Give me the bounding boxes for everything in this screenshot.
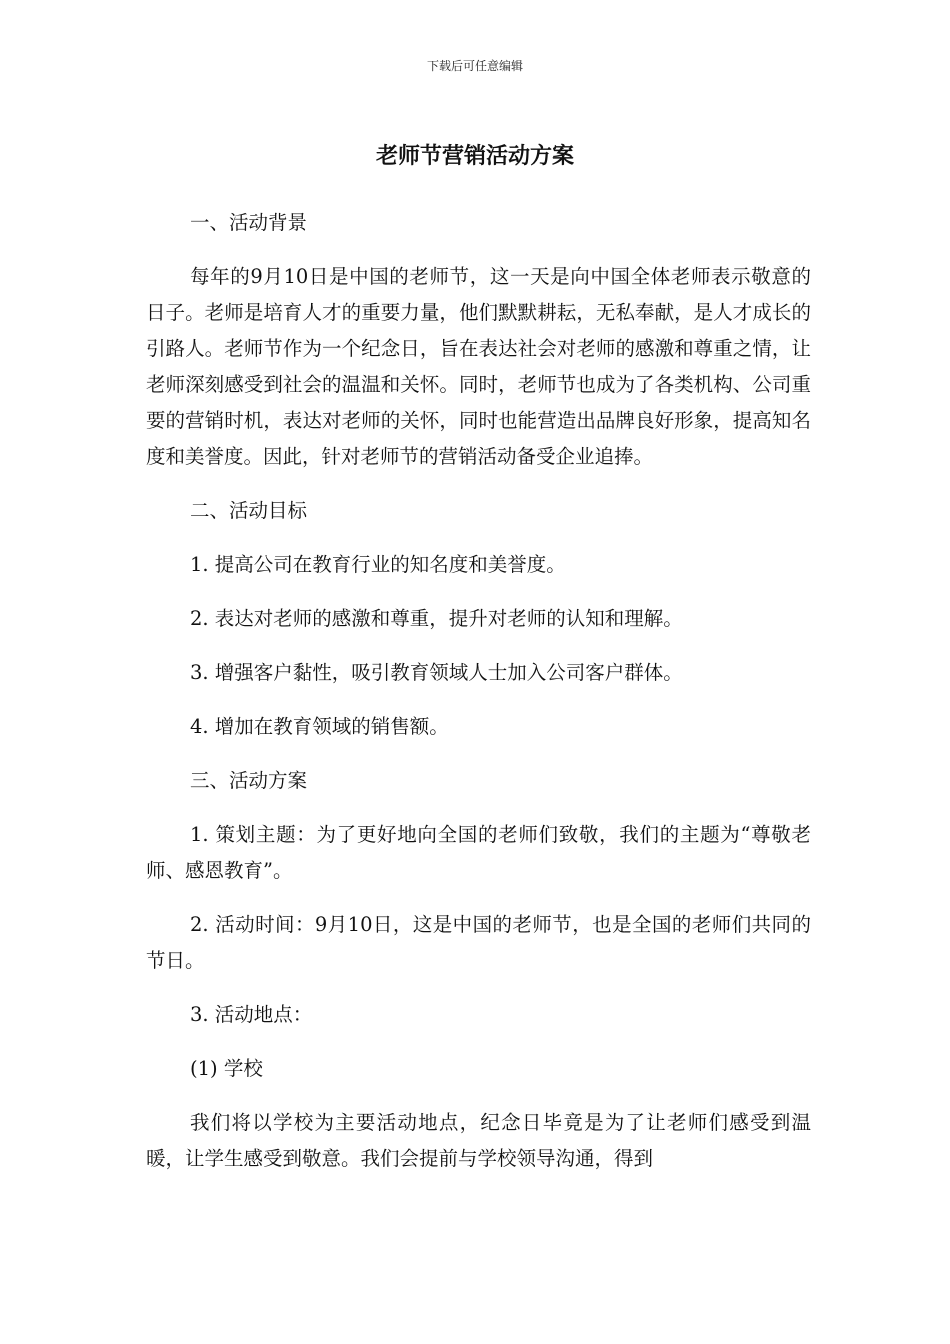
section-heading-plan: 三、活动方案 <box>190 769 308 792</box>
goal-item: 2. 表达对老师的感激和尊重，提升对老师的认知和理解。 <box>190 607 683 630</box>
plan-theme-paragraph: 1. 策划主题：为了更好地向全国的老师们致敬，我们的主题为“尊敬老师、感恩教育”。 <box>146 823 811 882</box>
section-heading-background: 一、活动背景 <box>190 211 308 234</box>
school-paragraph: 我们将以学校为主要活动地点，纪念日毕竟是为了让老师们感受到温暖，让学生感受到敬意。我们会提前与学校领导沟通，得到 <box>146 1111 811 1170</box>
document-title: 老师节营销活动方案 <box>375 144 574 169</box>
document-body <box>146 205 811 1195</box>
goal-item: 4. 增加在教育领域的销售额。 <box>190 715 449 738</box>
goal-item: 1. 提高公司在教育行业的知名度和美誉度。 <box>190 553 566 576</box>
plan-location-sub-school: (1) 学校 <box>190 1057 263 1080</box>
goal-item: 3. 增强客户黏性，吸引教育领域人士加入公司客户群体。 <box>190 661 683 684</box>
background-paragraph: 每年的9月10日是中国的老师节，这一天是向中国全体老师表示敬意的日子。老师是培育人才的重要力量，他们默默耕耘，无私奉献，是人才成长的引路人。老师节作为一个纪念日，旨在表达社会对老师的感激和尊重之情，让老师深刻感受到社会的温温和关怀。同时，老师节也成为了各类机构、公司重要的营销时机，表达对老师的关怀，同时也能营造出品牌良好形象，提高知名度和美誉度。因此，针对老师节的营销活动备受企业追捧。 <box>146 265 811 468</box>
plan-time-paragraph: 2. 活动时间：9月10日，这是中国的老师节，也是全国的老师们共同的节日。 <box>146 913 811 972</box>
header-note: 下载后可任意编辑 <box>426 59 523 73</box>
section-heading-goals: 二、活动目标 <box>190 499 308 522</box>
plan-location-item: 3. 活动地点： <box>190 1003 313 1026</box>
